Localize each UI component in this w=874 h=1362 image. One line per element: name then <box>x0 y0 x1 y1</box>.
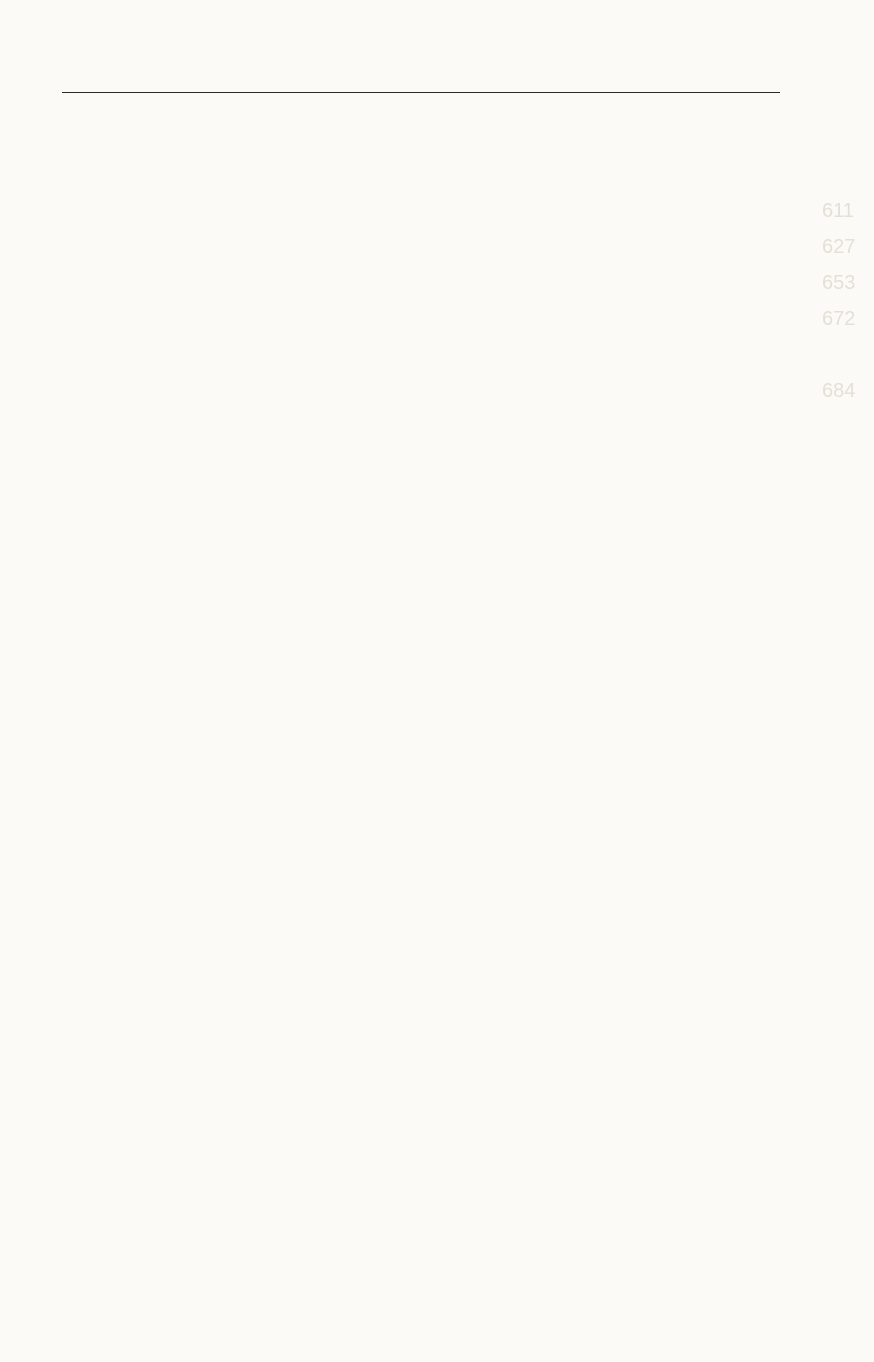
bleed-through: 611 <box>822 200 854 222</box>
bleed-through: 627 <box>822 236 856 258</box>
bleed-through: 684 <box>822 380 856 402</box>
bleed-through: 653 <box>822 272 856 294</box>
running-header <box>62 50 780 93</box>
bleed-through: 672 <box>822 308 856 330</box>
